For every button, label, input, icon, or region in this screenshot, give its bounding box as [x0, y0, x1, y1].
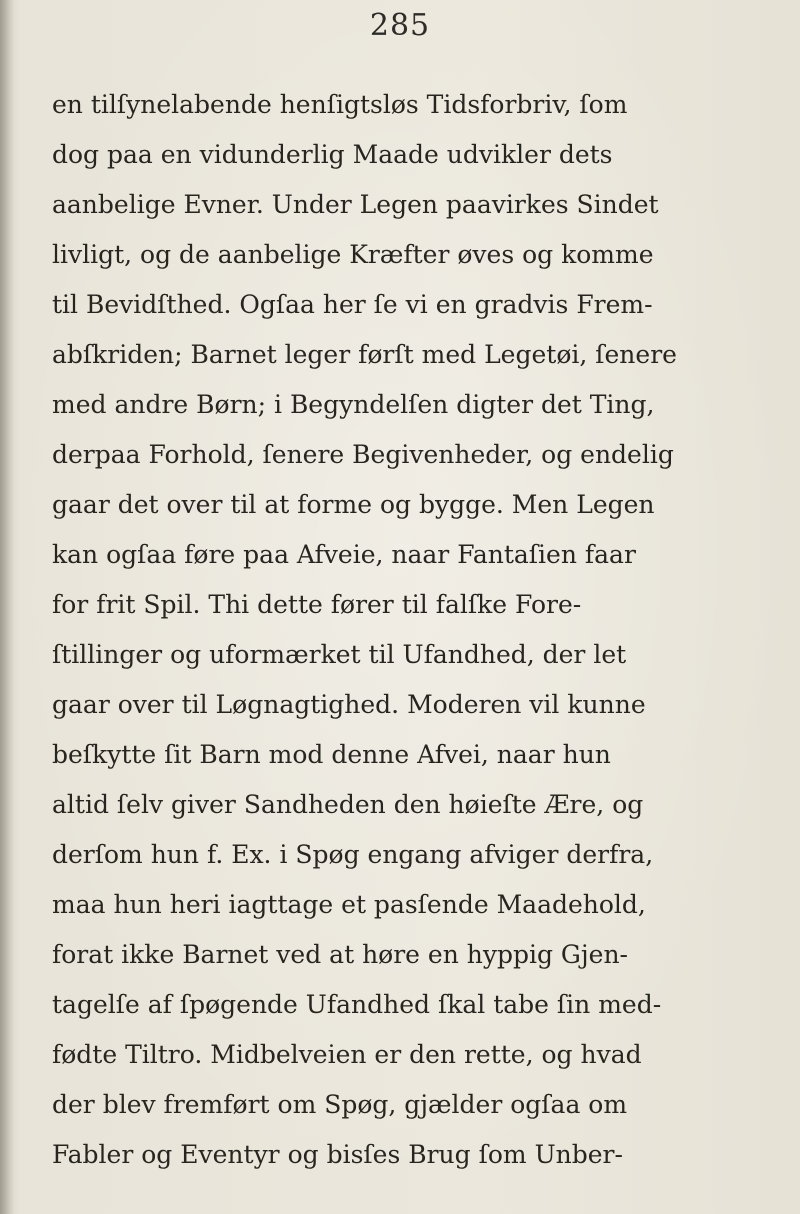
- text-line: med andre Børn; i Begyndelſen digter det Ting,: [52, 390, 655, 419]
- text-line: derſom hun f. Ex. i Spøg engang afviger derfra,: [52, 840, 654, 869]
- text-line: beſkytte ſit Barn mod denne Afvei, naar hun: [52, 740, 611, 769]
- text-line: gaar det over til at forme og bygge. Men Legen: [52, 490, 655, 519]
- text-line: kan ogſaa føre paa Afveie, naar Fantaſien faar: [52, 540, 636, 569]
- text-line: forat ikke Barnet ved at høre en hyppig Gjen-: [52, 940, 629, 969]
- binding-gutter-shadow: [0, 0, 14, 1214]
- text-line: tagelſe af ſpøgende Ufandhed ſkal tabe ſin med-: [52, 990, 662, 1019]
- text-line: Fabler og Eventyr og bisſes Brug ſom Unber-: [52, 1140, 623, 1169]
- text-line: livligt, og de aanbelige Kræfter øves og komme: [52, 240, 654, 269]
- text-line: der blev fremført om Spøg, gjælder ogſaa om: [52, 1090, 628, 1119]
- text-line: aanbelige Evner. Under Legen paavirkes Sindet: [52, 190, 659, 219]
- text-line: derpaa Forhold, ſenere Begivenheder, og endelig: [52, 440, 674, 469]
- text-line: fødte Tiltro. Midbelveien er den rette, og hvad: [52, 1040, 642, 1069]
- text-line: for frit Spil. Thi dette fører til falſke Fore-: [52, 590, 582, 619]
- text-line: en tilſynelabende henſigtsløs Tidsforbriv, ſom: [52, 90, 628, 119]
- text-line: gaar over til Løgnagtighed. Moderen vil kunne: [52, 690, 646, 719]
- text-line: maa hun heri iagttage et pasſende Maadehold,: [52, 890, 646, 919]
- text-line: til Bevidſthed. Ogſaa her ſe vi en gradvis Frem-: [52, 290, 653, 319]
- text-line: dog paa en vidunderlig Maade udvikler dets: [52, 140, 613, 169]
- body-text: [52, 80, 792, 1180]
- text-line: ſtillinger og uformærket til Ufandhed, der let: [52, 640, 627, 669]
- page-number: 285: [369, 8, 431, 43]
- text-line: altid ſelv giver Sandheden den høieſte Ære, og: [52, 790, 644, 819]
- text-line: abſkriden; Barnet leger førſt med Legetøi, ſenere: [52, 340, 677, 369]
